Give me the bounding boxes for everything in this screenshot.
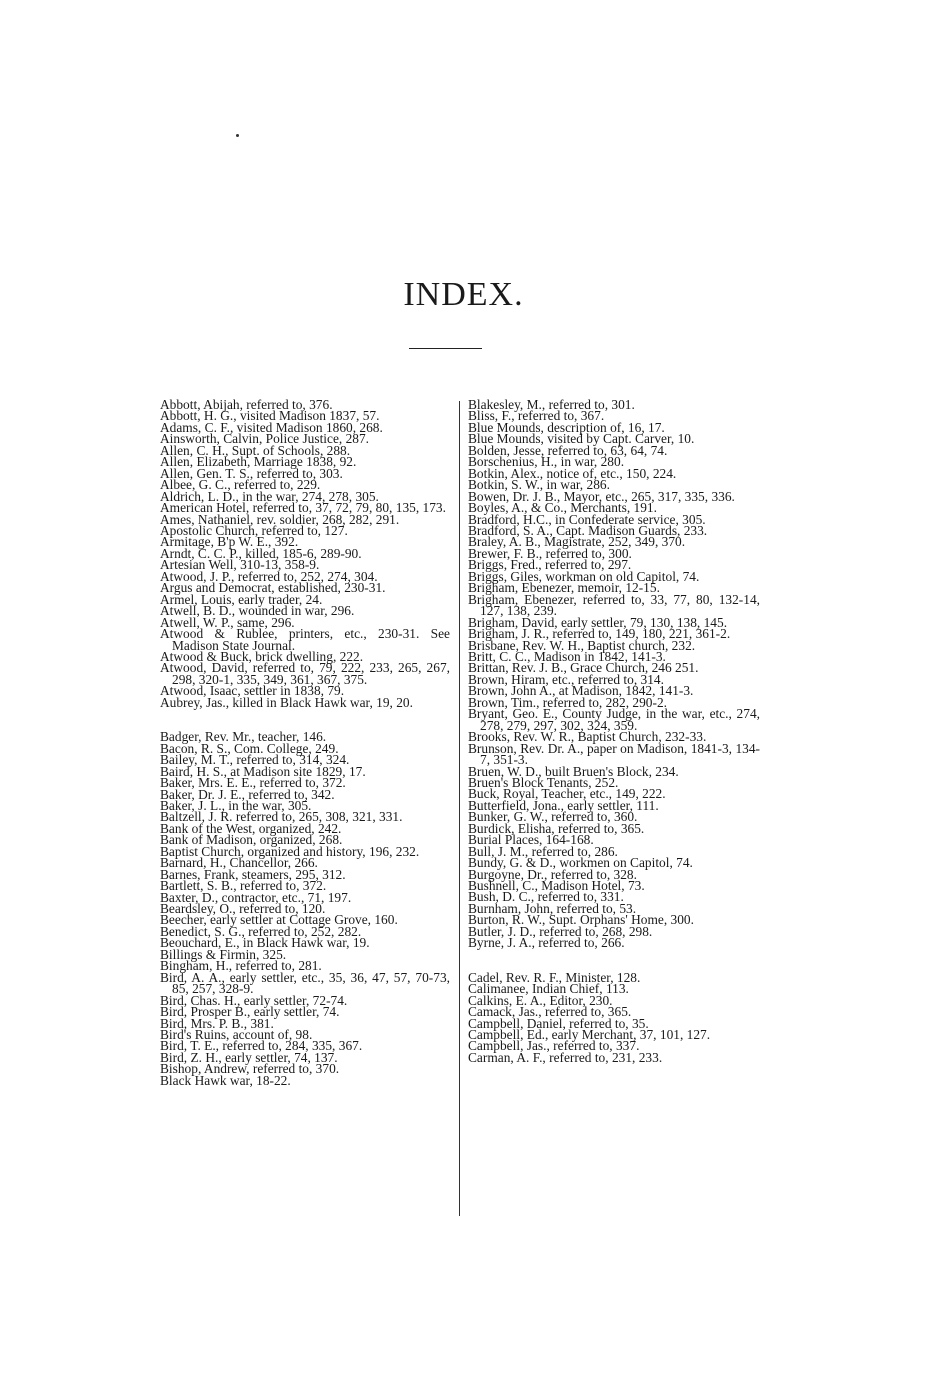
index-entry: Bliss, F., referred to, 367. — [468, 408, 605, 424]
index-entry: Bolden, Jesse, referred to, 63, 64, 74. — [468, 442, 668, 458]
section-gap — [160, 708, 450, 731]
index-entry: Britt, C. C., Madison in 1842, 141-3. — [468, 648, 666, 664]
index-entry: Bartlett, S. B., referred to, 372. — [160, 878, 327, 894]
index-entry: Briggs, Fred., referred to, 297. — [468, 557, 632, 573]
index-entry: Beecher, early settler at Cottage Grove, 160. — [160, 912, 398, 928]
index-entry: Bird, Chas. H., early settler, 72-74. — [160, 992, 348, 1008]
index-entry: Brittan, Rev. J. B., Grace Church, 246 251. — [468, 660, 699, 676]
index-entry: Calimanee, Indian Chief, 113. — [468, 981, 629, 997]
index-entry: Armel, Louis, early trader, 24. — [160, 591, 323, 607]
index-entry: Burial Places, 164-168. — [468, 832, 594, 848]
index-entry: Baltzell, J. R. referred to, 265, 308, 321, 331. — [160, 809, 403, 825]
index-entry: Atwood, Isaac, settler in 1838, 79. — [160, 683, 345, 699]
index-entry: Bushnell, C., Madison Hotel, 73. — [468, 878, 645, 894]
index-entry: Buck, Royal, Teacher, etc., 149, 222. — [468, 786, 666, 802]
index-entry: Badger, Rev. Mr., teacher, 146. — [160, 729, 327, 745]
index-entry: Cadel, Rev. R. F., Minister, 128. — [468, 969, 641, 985]
index-entry: Boyles, A., & Co., Merchants, 191. — [468, 500, 657, 516]
index-entry: Campbell, Daniel, referred to, 35. — [468, 1015, 649, 1031]
index-entry: Atwell, B. D., wounded in war, 296. — [160, 603, 355, 619]
index-entry: Campbell, Jas., referred to, 337. — [468, 1038, 640, 1054]
index-column-right — [468, 399, 760, 1063]
index-entry: Byrne, J. A., referred to, 266. — [468, 935, 625, 951]
index-entry: American Hotel, referred to, 37, 72, 79, 80, 135, 173. — [160, 500, 446, 516]
index-entry: Burgoyne, Dr., referred to, 328. — [468, 866, 637, 882]
index-column-left — [160, 399, 450, 1086]
index-entry: Braley, A. B., Magistrate, 252, 349, 370. — [468, 534, 686, 550]
index-entry: Armitage, B'p W. E., 392. — [160, 534, 299, 550]
index-entry: Bird, Mrs. P. B., 381. — [160, 1015, 274, 1031]
index-entry: Abbott, Abijah, referred to, 376. — [160, 397, 333, 412]
index-entry: Atwood, J. P., referred to, 252, 274, 304. — [160, 568, 378, 584]
index-entry: Bird, Z. H., early settler, 74, 137. — [160, 1049, 338, 1065]
index-entry: Ainsworth, Calvin, Police Justice, 287. — [160, 431, 370, 447]
index-entry: Black Hawk war, 18-22. — [160, 1072, 291, 1088]
index-entry: Albee, G. C., referred to, 229. — [160, 477, 321, 493]
index-entry: Campbell, Ed., early Merchant, 37, 101, 127. — [468, 1027, 711, 1043]
index-entry: Beouchard, E., in Black Hawk war, 19. — [160, 935, 370, 951]
index-entry: Bird's Ruins, account of, 98. — [160, 1027, 313, 1043]
index-entry: Billings & Firmin, 325. — [160, 946, 287, 962]
index-entry: Blakesley, M., referred to, 301. — [468, 397, 635, 412]
index-entry: Artesian Well, 310-13, 358-9. — [160, 557, 320, 573]
index-entry: Bird, A. A., early settler, etc., 35, 36, 47, 57, 70-73, 85, 257, 328-9. — [160, 969, 450, 997]
index-entry: Bird, T. E., referred to, 284, 335, 367. — [160, 1038, 363, 1054]
index-entry: Bacon, R. S., Com. College, 249. — [160, 740, 339, 756]
index-entry: Baptist Church, organized and history, 196, 232. — [160, 843, 420, 859]
index-entry: Baird, H. S., at Madison site 1829, 17. — [160, 763, 366, 779]
index-entry: Borschenius, H., in war, 280. — [468, 454, 625, 470]
index-entry: Bruen, W. D., built Bruen's Block, 234. — [468, 763, 679, 779]
index-entry: Brown, John A., at Madison, 1842, 141-3. — [468, 683, 694, 699]
index-entry: Blue Mounds, description of, 16, 17. — [468, 419, 665, 435]
index-entry: Aldrich, L. D., in the war, 274, 278, 305. — [160, 488, 379, 504]
index-entry: Beardsley, O., referred to, 120. — [160, 901, 326, 917]
index-entry: Bowen, Dr. J. B., Mayor, etc., 265, 317, 335, 336. — [468, 488, 735, 504]
index-entry: Brisbane, Rev. W. H., Baptist church, 232. — [468, 637, 696, 653]
index-entry: Butler, J. D., referred to, 268, 298. — [468, 923, 653, 939]
index-entry: Bruen's Block Tenants, 252. — [468, 774, 619, 790]
index-entry: Benedict, S. G., referred to, 252, 282. — [160, 923, 362, 939]
index-entry: Bunker, G. W., referred to, 360. — [468, 809, 638, 825]
index-entry: Brigham, Ebenezer, memoir, 12-15. — [468, 580, 660, 596]
index-entry: Brown, Hiram, etc., referred to, 314. — [468, 671, 664, 687]
stray-mark — [236, 134, 239, 137]
index-entry: Burdick, Elisha, referred to, 365. — [468, 820, 645, 836]
index-entry: Brooks, Rev. W. R., Baptist Church, 232-33. — [468, 729, 707, 745]
index-entry: Apostolic Church, referred to, 127. — [160, 522, 348, 538]
index-entry: Arndt, C. C. P., killed, 185-6, 289-90. — [160, 545, 362, 561]
index-entry: Allen, C. H., Supt. of Schools, 288. — [160, 442, 351, 458]
index-entry: Bradford, H.C., in Confederate service, 305. — [468, 511, 706, 527]
index-entry: Butterfield, Jona., early settler, 111. — [468, 797, 659, 813]
index-entry: Camack, Jas., referred to, 365. — [468, 1004, 632, 1020]
index-entry: Bradford, S. A., Capt. Madison Guards, 233. — [468, 522, 708, 538]
index-entry: Abbott, H. G., visited Madison 1837, 57. — [160, 408, 380, 424]
index-entry: Botkin, Alex., notice of, etc., 150, 224. — [468, 465, 677, 481]
index-entry: Burton, R. W., Supt. Orphans' Home, 300. — [468, 912, 694, 928]
index-entry: Bush, D. C., referred to, 331. — [468, 889, 624, 905]
index-entry: Aubrey, Jas., killed in Black Hawk war, 19, 20. — [160, 694, 413, 710]
index-entry: Allen, Elizabeth, Marriage 1838, 92. — [160, 454, 357, 470]
index-entry: Briggs, Giles, workman on old Capitol, 74. — [468, 568, 700, 584]
index-entry: Argus and Democrat, established, 230-31. — [160, 580, 386, 596]
index-entry: Bailey, M. T., referred to, 314, 324. — [160, 752, 350, 768]
index-entry: Allen, Gen. T. S., referred to, 303. — [160, 465, 343, 481]
index-entry: Bundy, G. & D., workmen on Capitol, 74. — [468, 855, 693, 871]
index-entry: Brigham, Ebenezer, referred to, 33, 77, 80, 132-14, 127, 138, 239. — [468, 591, 760, 619]
index-entry: Baker, Mrs. E. E., referred to, 372. — [160, 775, 346, 791]
index-entry: Barnard, H., Chancellor, 266. — [160, 855, 318, 871]
index-entry: Baxter, D., contractor, etc., 71, 197. — [160, 889, 352, 905]
index-entry: Brewer, F. B., referred to, 300. — [468, 545, 632, 561]
index-entry: Calkins, E. A., Editor, 230. — [468, 992, 613, 1008]
index-entry: Burnham, John, referred to, 53. — [468, 900, 637, 916]
page-title: INDEX. — [403, 276, 524, 313]
index-entry: Baker, Dr. J. E., referred to, 342. — [160, 786, 335, 802]
index-entry: Bishop, Andrew, referred to, 370. — [160, 1061, 340, 1077]
index-entry: Bank of Madison, organized, 268. — [160, 832, 343, 848]
section-gap — [468, 949, 760, 972]
index-entry: Brunson, Rev. Dr. A., paper on Madison, 1841-3, 134-7, 351-3. — [468, 740, 760, 768]
index-entry: Bull, J. M., referred to, 286. — [468, 843, 618, 859]
index-entry: Atwell, W. P., same, 296. — [160, 614, 295, 630]
index-entry: Adams, C. F., visited Madison 1860, 268. — [160, 419, 383, 435]
index-entry: Brigham, David, early settler, 79, 130, 138, 145. — [468, 614, 728, 630]
index-entry: Botkin, S. W., in war, 286. — [468, 477, 610, 493]
column-divider — [459, 401, 460, 1216]
index-entry: Ames, Nathaniel, rev. soldier, 268, 282, 291. — [160, 511, 400, 527]
index-entry: Atwood & Rublee, printers, etc., 230-31. See Madison State Journal. — [160, 626, 450, 653]
index-entry: Brown, Tim., referred to, 282, 290-2. — [468, 694, 667, 710]
index-entry: Bank of the West, organized, 242. — [160, 820, 342, 836]
index-entry: Baker, J. L., in the war, 305. — [160, 797, 312, 813]
title-rule — [409, 348, 482, 349]
index-entry: Brigham, J. R., referred to, 149, 180, 221, 361-2. — [468, 626, 731, 642]
index-entry: Blue Mounds, visited by Capt. Carver, 10. — [468, 431, 695, 447]
index-entry: Carman, A. F., referred to, 231, 233. — [468, 1049, 663, 1065]
index-entry: Atwood & Buck, brick dwelling, 222. — [160, 648, 364, 664]
index-entry: Barnes, Frank, steamers, 295, 312. — [160, 866, 346, 882]
index-entry: Bingham, H., referred to, 281. — [160, 958, 322, 974]
index-entry: Bryant, Geo. E., County Judge, in the war, etc., 274, 278, 279, 297, 302, 324, 359. — [468, 706, 760, 733]
index-entry: Bird, Prosper B., early settler, 74. — [160, 1004, 340, 1020]
index-entry: Atwood, David, referred to, 79, 222, 233, 265, 267, 298, 320-1, 335, 349, 361, 367, 375. — [160, 660, 450, 687]
